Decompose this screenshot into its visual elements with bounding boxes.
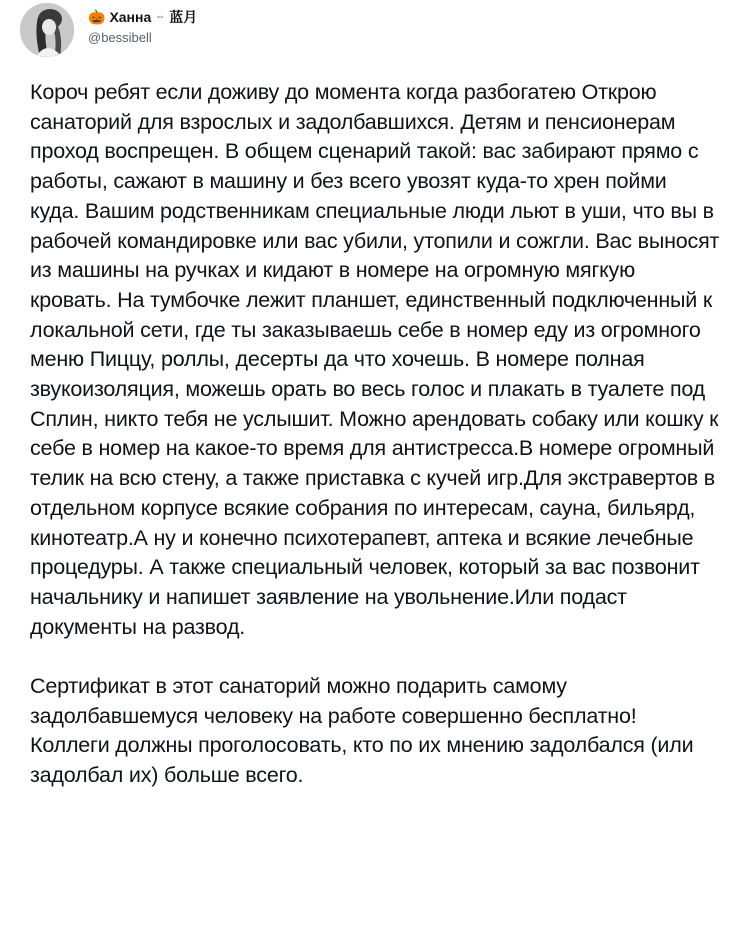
avatar[interactable] [20, 3, 74, 57]
display-name[interactable]: Ханна [109, 9, 152, 25]
link-icon: ⇔ [155, 11, 166, 22]
tweet-text [30, 78, 720, 791]
author-name-row[interactable] [88, 9, 197, 25]
avatar-image [20, 3, 74, 57]
tweet-paragraph-2: Сертификат в этот санаторий можно подарить самому задолбавшемуся человеку на работе совершенно бесплатно! Коллеги должны проголосовать, кто по их мнению задолбался (или задолбал их) больше всего. [30, 674, 694, 788]
pumpkin-icon: 🎃 [88, 9, 106, 25]
author-handle[interactable]: @bessibell [88, 30, 152, 45]
tweet-paragraph-1: Короч ребят если доживу до момента когда разбогатею Открою санаторий для взрослых и задолбавшихся. Детям и пенсионерам проход воспрещен. В общем сценарий такой: вас забирают прямо с работы, сажают в машину и без всего увозят куда-то хрен пойми куда. Вашим родственникам специальные люди льют в уши, что вы в рабочей командировке или вас убили, утопили и сожгли. Вас выносят из машины на ручках и кидают в номере на огромную мягкую кровать. На тумбочке лежит планшет, единственный подключенный к локальной сети, где ты заказываешь себе в номер еду из огромного меню Пиццу, роллы, десерты да что хочешь. В номере полная звукоизоляция, можешь орать во весь голос и плакать в туалете под Сплин, никто тебя не услышит. Можно арендовать собаку или кошку к себе в номер на какое-то время для антистресса.В номере огромный телик на всю стену, а также приставка с кучей игр.Для экстравертов в отдельном корпусе всякие собрания по интересам, сауна, бильярд, кинотеатр.А ну и конечно психотерапевт, аптека и всякие лечебные процедуры. А также специальный человек, который за вас позвонит начальнику и напишет заявление на увольнение.Или подаст документы на развод. [30, 80, 720, 639]
display-name-suffix: 蓝月 [169, 9, 198, 25]
